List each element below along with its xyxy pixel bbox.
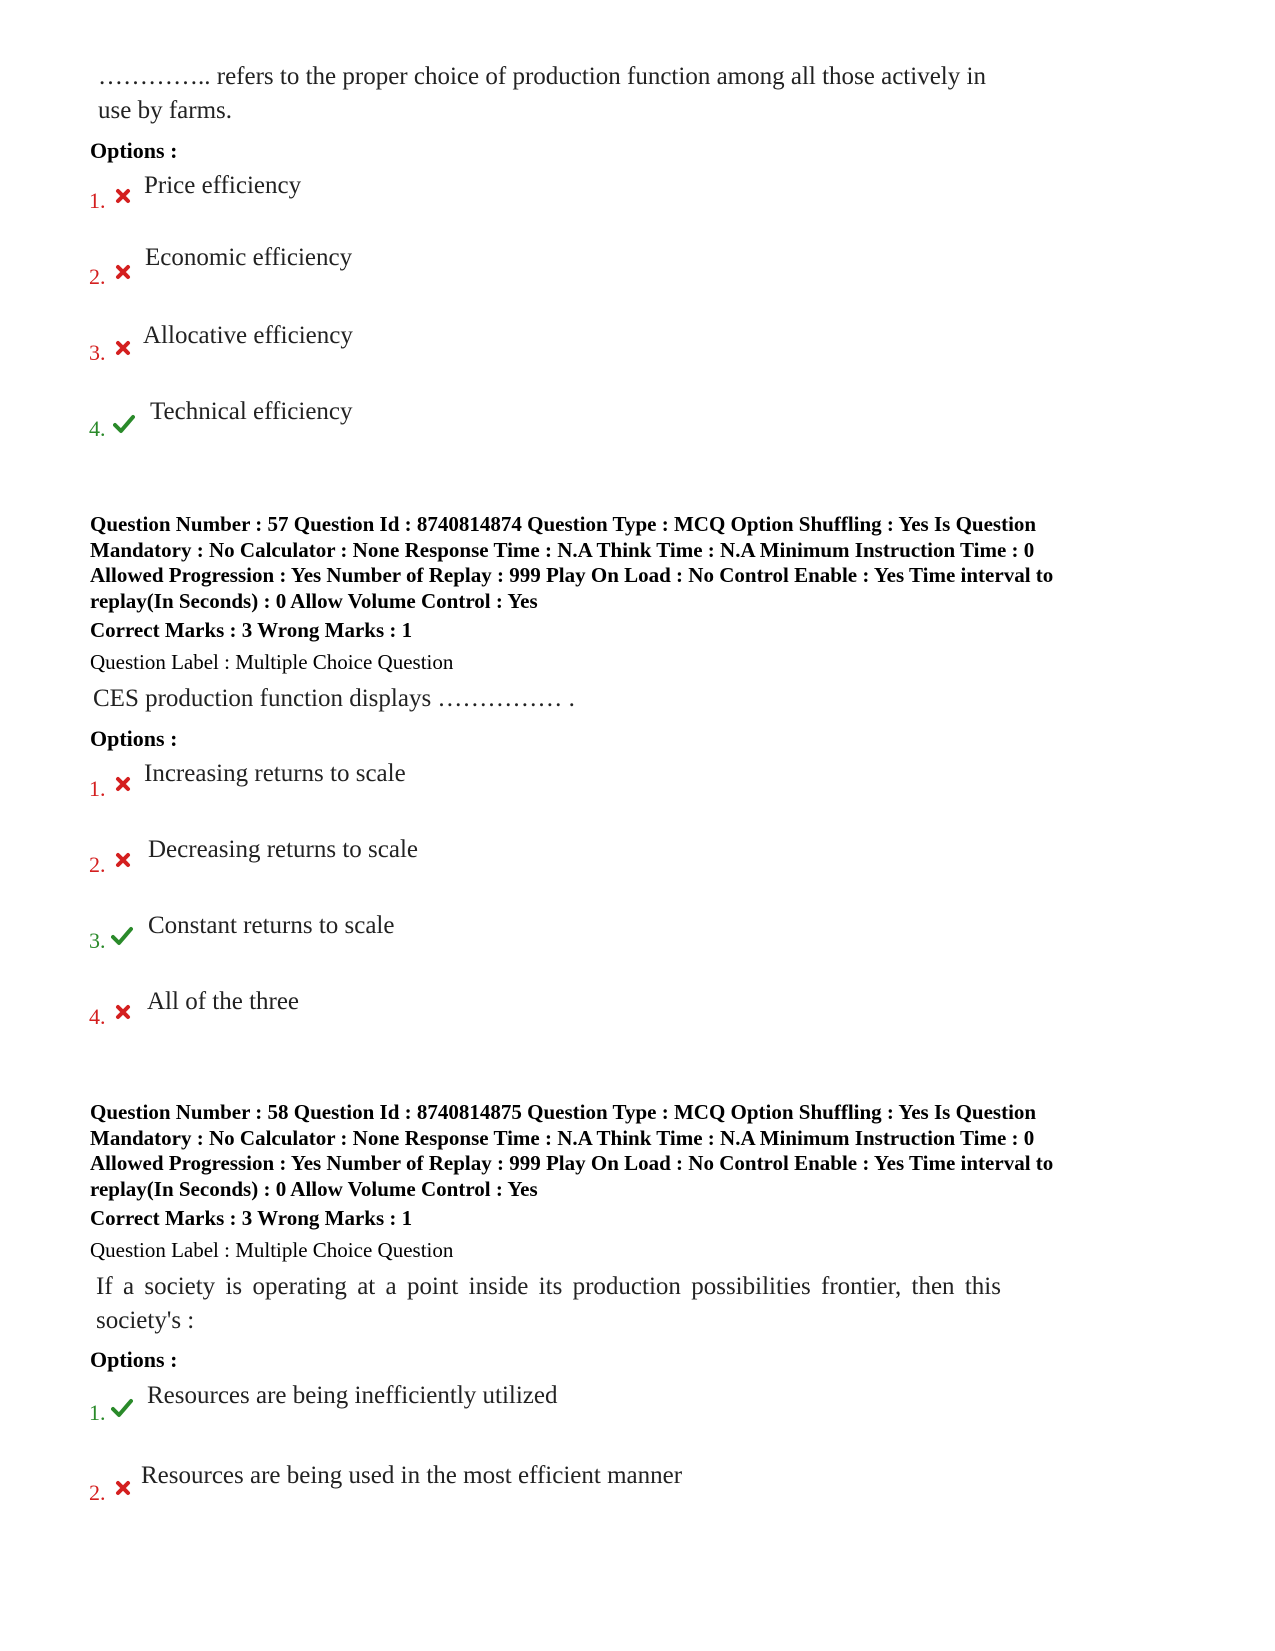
- option-text: Increasing returns to scale: [144, 760, 406, 787]
- option-number: 1.: [89, 1400, 106, 1425]
- meta-line: Question Number : 57 Question Id : 8740814874 Question Type : MCQ Option Shuffling : Yes Is Question: [90, 512, 1037, 536]
- option-text: Technical efficiency: [150, 398, 353, 425]
- option-number: 3.: [89, 340, 106, 365]
- option-number: 1.: [89, 188, 106, 213]
- wrong-cross-icon: [115, 1480, 131, 1496]
- meta-line: Question Number : 58 Question Id : 8740814875 Question Type : MCQ Option Shuffling : Yes Is Question: [90, 1100, 1037, 1124]
- q57-marks: Correct Marks : 3 Wrong Marks : 1: [90, 618, 413, 642]
- option-number: 2.: [89, 852, 106, 877]
- meta-line: Mandatory : No Calculator : None Response Time : N.A Think Time : N.A Minimum Instruction Time : 0: [90, 1125, 1035, 1150]
- wrong-cross-icon: [115, 188, 131, 204]
- option-item: [88, 322, 588, 365]
- q57-question-text: CES production function displays …………… .: [93, 685, 575, 712]
- meta-line: Mandatory : No Calculator : None Response Time : N.A Think Time : N.A Minimum Instruction Time : 0: [90, 537, 1035, 562]
- meta-line: replay(In Seconds) : 0 Allow Volume Control : Yes: [90, 1176, 538, 1201]
- wrong-cross-icon: [115, 852, 131, 868]
- q57-options-heading: Options :: [90, 726, 178, 751]
- q57-label: Question Label : Multiple Choice Question: [90, 650, 454, 674]
- option-item: [88, 1462, 788, 1505]
- option-number: 4.: [89, 1004, 106, 1029]
- q58-meta: [90, 1100, 1150, 1202]
- option-item: [88, 244, 588, 289]
- correct-check-icon: [111, 1398, 133, 1418]
- correct-check-icon: [111, 926, 133, 946]
- q58-label: Question Label : Multiple Choice Question: [90, 1238, 454, 1262]
- option-item: [88, 172, 588, 212]
- option-number: 2.: [89, 264, 106, 289]
- q58-question-text-line2: society's :: [96, 1307, 195, 1334]
- option-item: [88, 398, 588, 441]
- option-text: Economic efficiency: [145, 244, 353, 271]
- meta-line: Allowed Progression : Yes Number of Replay : 999 Play On Load : No Control Enable : Yes Time interval to: [90, 1151, 1054, 1175]
- prev-options-heading: Options :: [90, 138, 178, 163]
- option-item: [88, 988, 688, 1028]
- option-number: 1.: [89, 776, 106, 801]
- q57-meta: [90, 512, 1150, 614]
- option-text: Resources are being inefficiently utilized: [147, 1382, 558, 1409]
- correct-check-icon: [113, 414, 135, 434]
- q58-options-heading: Options :: [90, 1347, 178, 1372]
- option-number: 3.: [89, 928, 106, 953]
- meta-line: replay(In Seconds) : 0 Allow Volume Control : Yes: [90, 588, 538, 613]
- q58-marks: Correct Marks : 3 Wrong Marks : 1: [90, 1206, 413, 1230]
- option-text: All of the three: [147, 988, 300, 1015]
- option-item: [88, 1382, 788, 1425]
- wrong-cross-icon: [115, 340, 131, 356]
- option-text: Resources are being used in the most efficient manner: [141, 1462, 683, 1489]
- option-item: [88, 836, 688, 876]
- option-text: Allocative efficiency: [143, 322, 353, 349]
- prev-question-text-line1: ………….. refers to the proper choice of production function among all those actively in: [98, 63, 986, 90]
- option-text: Decreasing returns to scale: [148, 836, 419, 863]
- option-number: 4.: [89, 416, 106, 441]
- wrong-cross-icon: [115, 776, 131, 792]
- wrong-cross-icon: [115, 264, 131, 280]
- option-item: [88, 760, 688, 800]
- prev-question-text-line2: use by farms.: [98, 97, 232, 124]
- option-number: 2.: [89, 1480, 106, 1505]
- wrong-cross-icon: [115, 1004, 131, 1020]
- option-text: Constant returns to scale: [148, 912, 395, 939]
- meta-line: Allowed Progression : Yes Number of Replay : 999 Play On Load : No Control Enable : Yes Time interval to: [90, 563, 1054, 587]
- option-text: Price efficiency: [144, 172, 302, 199]
- option-item: [88, 912, 688, 952]
- q58-question-text-line1: If a society is operating at a point inside its production possibilities frontier, then this: [96, 1273, 1001, 1300]
